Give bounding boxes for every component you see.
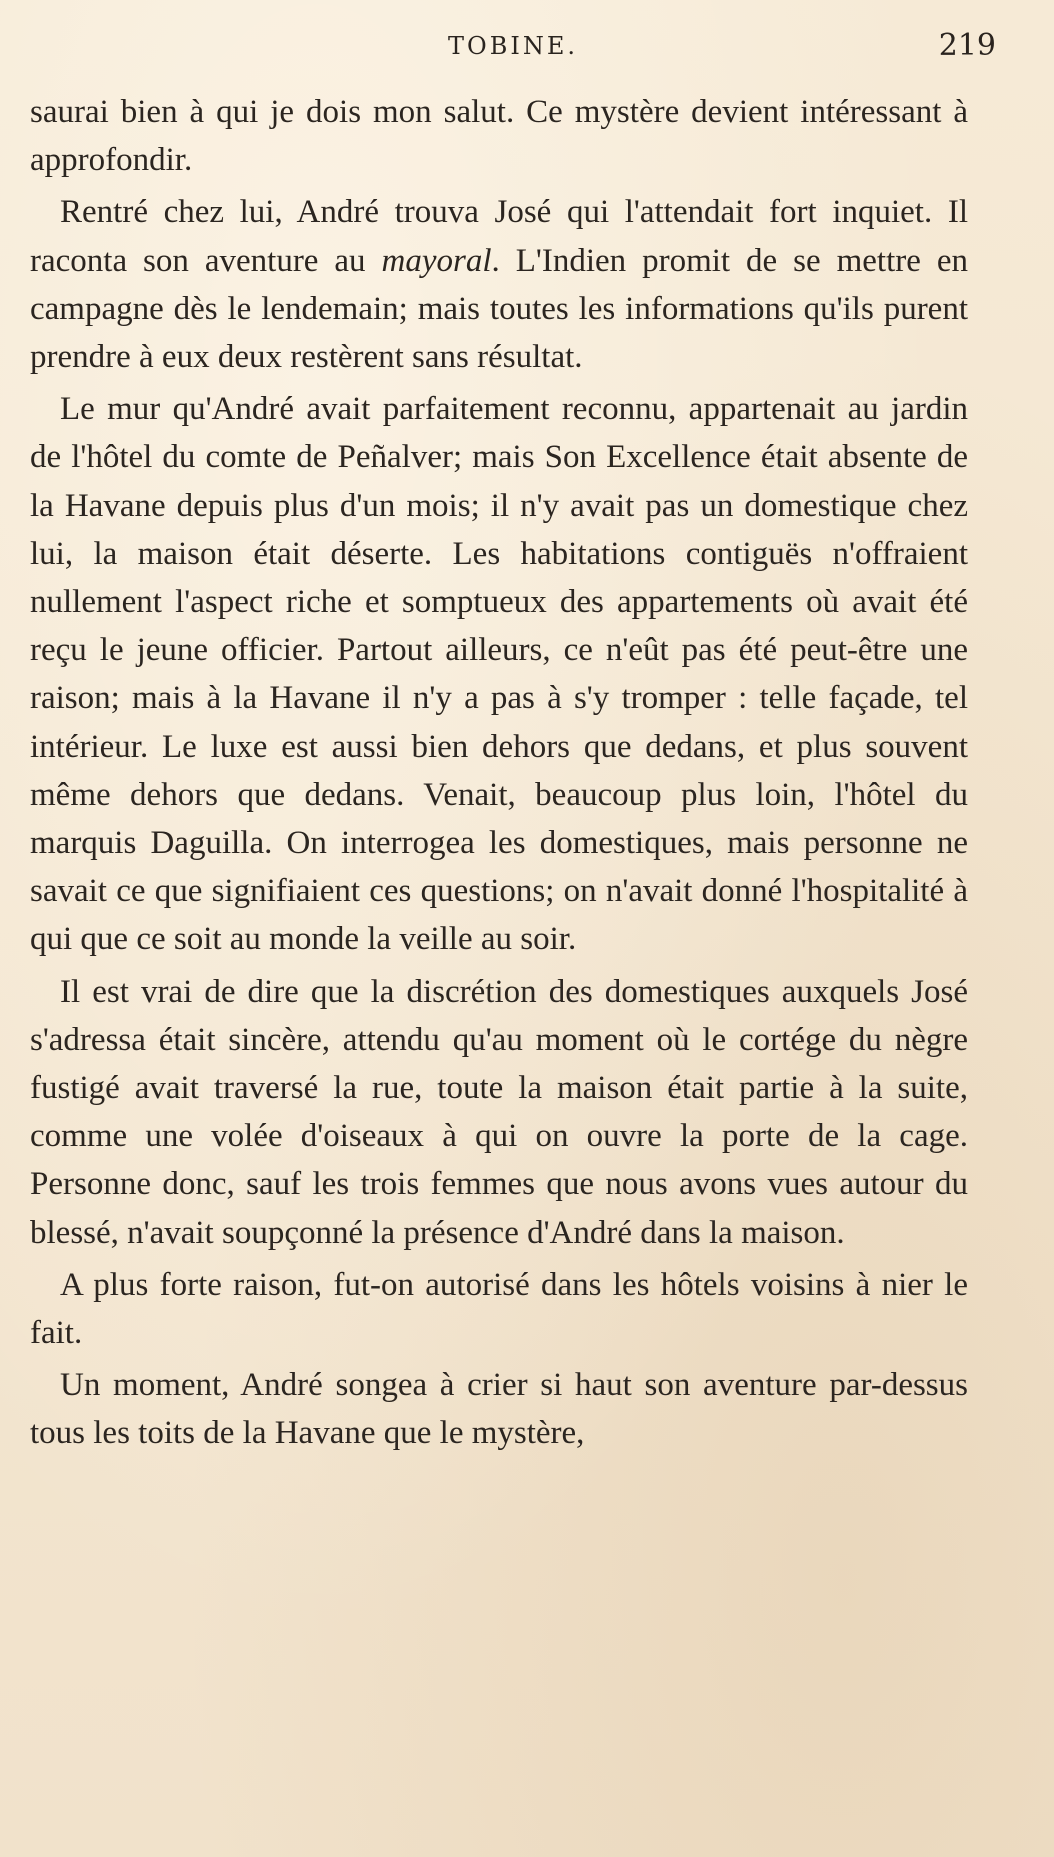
paragraph-3 — [30, 385, 968, 963]
paragraph-1 — [30, 88, 968, 184]
page-header — [30, 28, 996, 68]
paragraph-6 — [30, 1361, 968, 1457]
paragraph-2-text-start: Rentré chez lui, André trouva José qui l'attendait fort inquiet. Il raconta son aventure au — [30, 194, 968, 279]
paragraph-1-text: saurai bien à qui je dois mon salut. Ce mystère devient intéressant à approfondir. — [30, 94, 968, 179]
page-number: 219 — [938, 28, 996, 63]
paragraph-2-italic-word: mayoral — [381, 242, 492, 279]
paragraph-3-text: Le mur qu'André avait parfaitement reconnu, appartenait au jardin de l'hôtel du comte de Peñalver; mais Son Excellence était absente de la Havane depuis plus d'un mois; il n'y avait pas un domestique chez lui, la maison était déserte. Les habitations contiguës n'offraient nullement l'aspect riche et somptueux des appartements où avait été reçu le jeune officier. Partout ailleurs, ce n'eût pas été peut-être une raison; mais à la Havane il n'y a pas à s'y tromper : telle façade, tel intérieur. Le luxe est aussi bien dehors que dedans, et plus souvent même dehors que dedans. Venait, beaucoup plus loin, l'hôtel du marquis Daguilla. On interrogea les domestiques, mais personne ne savait ce que signifiaient ces questions; on n'avait donné l'hospitalité à qui que ce soit au monde la veille au soir. — [30, 391, 968, 958]
paragraph-5-text: A plus forte raison, fut-on autorisé dans les hôtels voisins à nier le fait. — [30, 1266, 968, 1352]
paragraph-2 — [30, 188, 968, 381]
paragraph-5 — [30, 1261, 968, 1357]
paragraph-4 — [30, 968, 968, 1257]
paragraph-2-text-end: . L'Indien promit de se mettre en campagne dès le lendemain; mais toutes les informations qu'ils purent prendre à eux deux restèrent sans résultat. — [30, 242, 969, 376]
body-text — [30, 88, 968, 1462]
running-title: TOBINE. — [448, 32, 578, 60]
paragraph-4-text: Il est vrai de dire que la discrétion des domestiques auxquels José s'adressa était sincère, attendu qu'au moment où le cortége du nègre fustigé avait traversé la rue, toute la maison était partie à la suite, comme une volée d'oiseaux à qui on ouvre la porte de la cage. Personne donc, sauf les trois femmes que nous avons vues autour du blessé, n'avait soupçonné la présence d'André dans la maison. — [30, 973, 968, 1251]
paragraph-6-text: Un moment, André songea à crier si haut son aventure par-dessus tous les toits de la Havane que le mystère, — [30, 1367, 968, 1452]
